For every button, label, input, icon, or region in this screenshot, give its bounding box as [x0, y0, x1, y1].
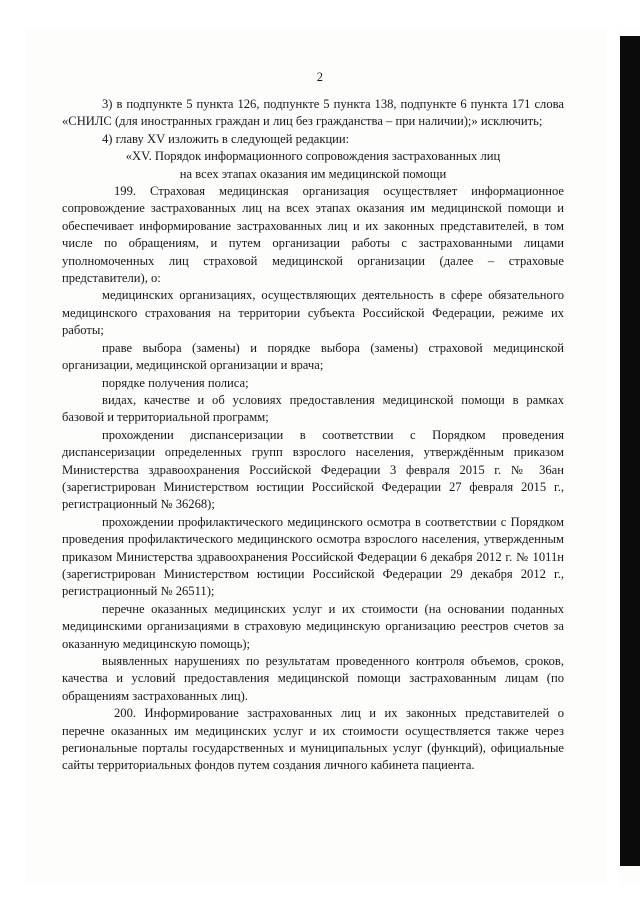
paragraph-p_bullet_5: прохождении диспансеризации в соответствии с Порядком проведения диспансеризации определенных групп взрослого населения, утверждённым приказом Министерства здравоохранения Российской Федерации 3 февраля 2015 г. № 36ан (зарегистрирован Министерством юстиции Российской Федерации 27 февраля 2015 г., регистрационный № 36268); — [62, 427, 564, 512]
scan-edge-bottom — [0, 885, 640, 905]
paragraph-p_bullet_6: прохождении профилактического медицинского осмотра в соответствии с Порядком проведения профилактического медицинского осмотра взрослого населения, утвержденным приказом Министерства здравоохранения Российской Федерации 6 декабря 2012 г. № 1011н (зарегистрирован Министерством юстиции Российской Федерации 29 декабря 2012 г., регистрационный № 26511); — [62, 514, 564, 599]
scan-edge-top — [0, 0, 640, 30]
scan-edge-left — [0, 0, 26, 905]
paragraph-p_bullet_8: выявленных нарушениях по результатам проведенного контроля объемов, сроков, качества и условий предоставления медицинской помощи застрахованным лицам (по обращениям застрахованных лиц). — [62, 654, 564, 703]
paragraph-p_bullet_3: порядке получения полиса; — [102, 375, 249, 390]
paragraph-p_heading_1: «XV. Порядок информационного сопровождения застрахованных лиц — [125, 149, 501, 164]
page-number: 2 — [316, 70, 324, 84]
paragraph-p_heading_2: на всех этапах оказания им медицинской помощи — [179, 166, 447, 181]
paragraph-p_199: 199. Страховая медицинская организация осуществляет информационное сопровождение застрахованных лиц на всех этапах оказания им медицинской помощи и обеспечивает информирование застрахованных лиц и их законных представителей, в том числе по обращениям, и путем организации работы с застрахованными лицами уполномоченных лиц страховой медицинской организации (далее – страховые представители), о: — [62, 184, 564, 286]
paragraph-p_200: 200. Информирование застрахованных лиц и их законных представителей о перечне оказанных им медицинских услуг и их стоимости осуществляется также через региональные порталы государственных и муниципальных услуг (функций), официальные сайты территориальных фондов путем создания личного кабинета пациента. — [62, 706, 564, 773]
scan-edge-right-white — [606, 0, 620, 905]
paragraph-p_bullet_4: видах, качестве и об условиях предоставления медицинской помощи в рамках базовой и территориальной программ; — [62, 392, 564, 425]
paragraph-p_bullet_2: праве выбора (замены) и порядке выбора (замены) страховой медицинской организации, медицинской организации и врача; — [62, 340, 564, 373]
paragraph-p_item4: 4) главу XV изложить в следующей редакции: — [102, 131, 350, 146]
document-body — [62, 96, 564, 775]
paragraph-p_bullet_1: медицинских организациях, осуществляющих деятельность в сфере обязательного медицинского страхования на территории субъекта Российской Федерации, режиме их работы; — [62, 288, 564, 338]
paragraph-p_item3: 3) в подпункте 5 пункта 126, подпункте 5 пункта 138, подпункте 6 пункта 171 слова «СНИЛС (для иностранных граждан и лиц без гражданства – при наличии);» исключить; — [62, 97, 564, 129]
paragraph-p_bullet_7: перечне оказанных медицинских услуг и их стоимости (на основании поданных медицинскими организациями в страховую медицинскую организацию реестров счетов за оказанную медицинскую помощь); — [62, 601, 564, 651]
scan-edge-right-dark — [620, 36, 640, 866]
